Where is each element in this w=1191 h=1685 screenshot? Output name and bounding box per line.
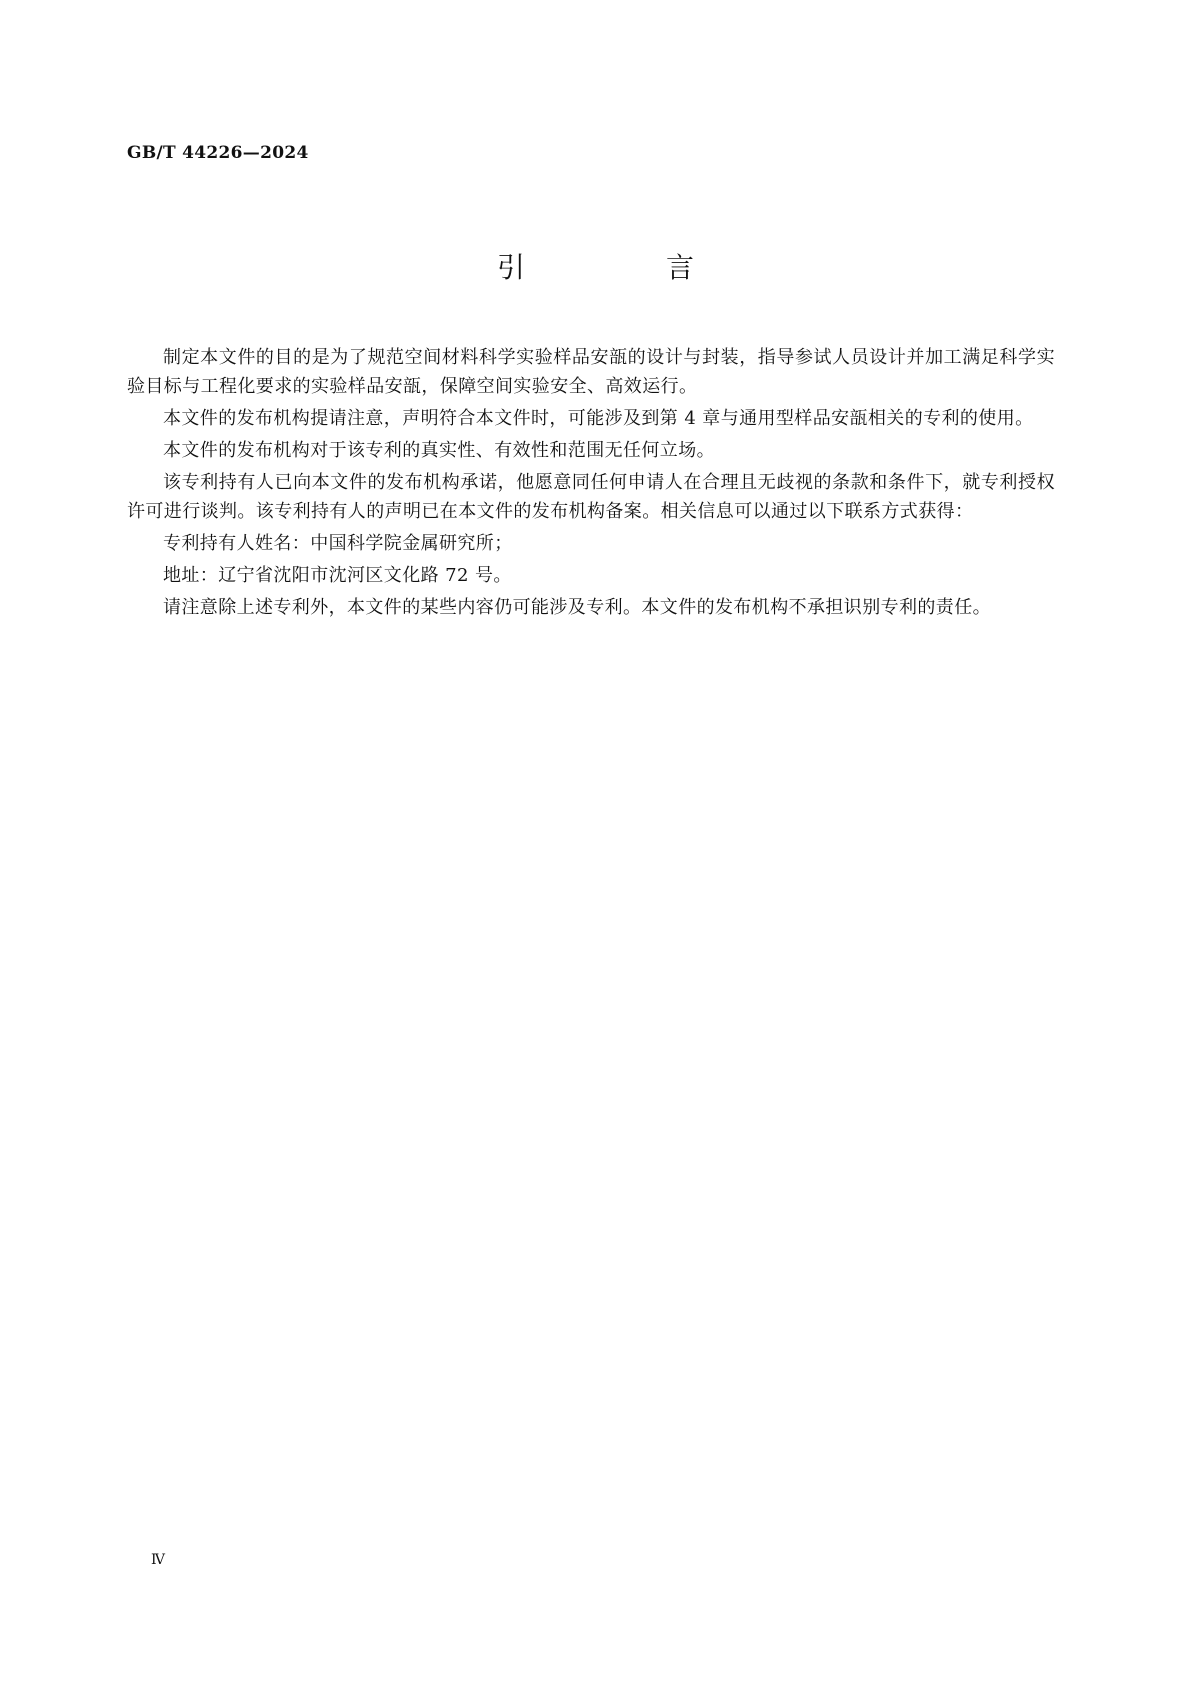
paragraph-purpose: 制定本文件的目的是为了规范空间材料科学实验样品安瓿的设计与封装，指导参试人员设计并加工满足科学实验目标与工程化要求的实验样品安瓿，保障空间实验安全、高效运行。 [127, 347, 1055, 397]
page-title: 引 言 [497, 251, 760, 284]
paragraph-patent-holder: 专利持有人姓名：中国科学院金属研究所； [163, 533, 513, 554]
document-body [127, 343, 1055, 622]
page-number: Ⅳ [151, 1552, 165, 1568]
paragraph-disclaimer: 请注意除上述专利外，本文件的某些内容仍可能涉及专利。本文件的发布机构不承担识别专利的责任。 [163, 597, 991, 618]
paragraph-patent-position: 本文件的发布机构对于该专利的真实性、有效性和范围无任何立场。 [163, 440, 715, 461]
paragraph-patent-commitment: 该专利持有人已向本文件的发布机构承诺，他愿意同任何申请人在合理且无歧视的条款和条件下，就专利授权许可进行谈判。该专利持有人的声明已在本文件的发布机构备案。相关信息可以通过以下联系方式获得： [127, 472, 1055, 522]
paragraph-patent-notice: 本文件的发布机构提请注意，声明符合本文件时，可能涉及到第 4 章与通用型样品安瓿相关的专利的使用。 [163, 408, 1034, 429]
paragraph-address: 地址：辽宁省沈阳市沈河区文化路 72 号。 [163, 565, 512, 586]
standard-code: GB/T 44226—2024 [127, 143, 309, 163]
